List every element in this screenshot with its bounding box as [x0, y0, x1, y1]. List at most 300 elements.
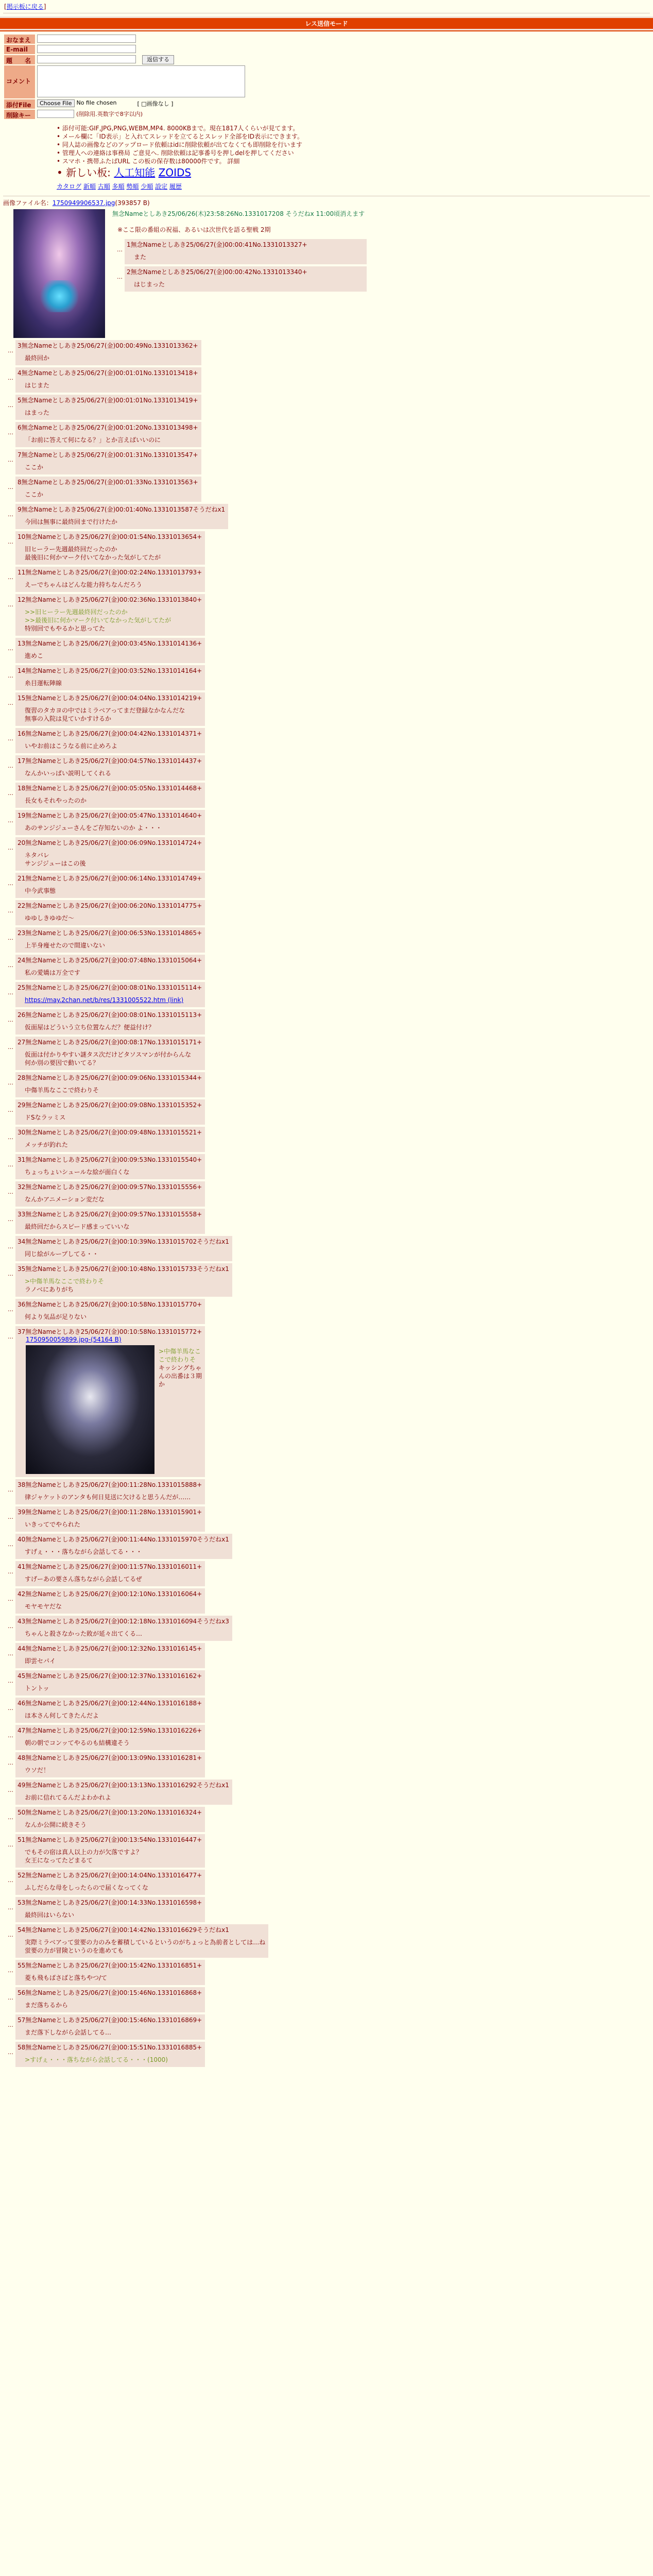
catalog-link[interactable]: 少順	[141, 183, 153, 190]
reply-quote: >中傷羊馬なここで終わりそ	[25, 1278, 105, 1285]
reply	[3, 594, 650, 636]
reply-marker: …	[8, 1270, 13, 1277]
subject-input[interactable]	[37, 55, 136, 63]
reply-text: 糸目運転陣線	[25, 680, 62, 687]
reply-marker: …	[8, 1514, 13, 1520]
new-boards-label: 新しい板:	[66, 166, 111, 179]
reply-text: 最終回はいらない	[25, 1911, 75, 1919]
reply-marker: …	[117, 246, 123, 253]
reply-marker: …	[8, 817, 13, 824]
reply	[3, 873, 650, 898]
reply-list	[0, 340, 653, 2067]
reply-box	[15, 927, 205, 953]
reply-text: 今回は無事に最終回まで行けたか	[25, 518, 118, 526]
catalog-link[interactable]: カタログ	[57, 183, 82, 190]
reply-text: ウソだ！	[25, 1767, 50, 1774]
reply-box	[15, 1807, 205, 1832]
reply-text: 旧ヒーラー先週最終回だったのか 最後旧に何かマーク付いてなかった気がしてたが	[25, 546, 161, 561]
reply	[3, 1072, 650, 1097]
reply-box	[15, 1616, 232, 1641]
reply-marker: …	[8, 672, 13, 679]
reply-text: 私の愛嬌は万全です	[25, 969, 81, 976]
reply-box	[15, 1834, 205, 1868]
reply	[3, 638, 650, 663]
reply-marker: …	[8, 1623, 13, 1630]
reply-marker: …	[8, 601, 13, 608]
reply-header: 57無念Nameとしあき25/06/27(金)00:15:46No.1331016869+	[18, 2016, 202, 2024]
reply-box	[125, 266, 367, 292]
reply-box	[15, 1299, 205, 1324]
mode-label: レス送信モード	[0, 18, 653, 29]
reply-box	[15, 982, 205, 1007]
reply-marker: …	[8, 484, 13, 490]
mode-bar	[0, 16, 653, 31]
reply-box	[15, 1870, 205, 1895]
reply-box	[15, 1037, 205, 1070]
name-input[interactable]	[37, 35, 136, 43]
reply	[3, 1588, 650, 1614]
reply-text: 仮面は付かりやすい謎タス次だけどタソスマンが付からんな 何か別の要因で動いてる？	[25, 1051, 192, 1066]
reply-text: はじまた	[25, 382, 50, 389]
reply	[3, 900, 650, 925]
reply-marker: …	[8, 1967, 13, 1974]
reply	[3, 1780, 650, 1805]
reply-box	[15, 755, 205, 781]
reply-header: 55無念Nameとしあき25/06/27(金)00:15:42No.1331016851+	[18, 1962, 202, 1969]
post-form	[0, 31, 653, 119]
catalog-link[interactable]: 多順	[112, 183, 125, 190]
reply	[3, 982, 650, 1007]
reply	[3, 1037, 650, 1070]
reply-text: いやお前はこうなる前に止めろよ	[25, 742, 118, 750]
reply	[3, 1263, 650, 1297]
reply-text: 特別回でもやるかと思ってた	[25, 625, 106, 632]
reply-marker: …	[8, 1705, 13, 1711]
reply-box	[15, 1072, 205, 1097]
reply	[3, 477, 650, 502]
reply-box	[15, 1263, 232, 1297]
reply-box	[15, 665, 205, 690]
reply-marker: …	[8, 1486, 13, 1493]
reply-header: 5無念Nameとしあき25/06/27(金)00:01:01No.1331013419+	[18, 397, 198, 404]
reply-marker: …	[8, 1787, 13, 1793]
reply-box	[15, 1752, 205, 1777]
reply-text: すげーあの要さん落ちながら会話してるぜ	[25, 1575, 142, 1583]
reply-box	[15, 477, 201, 502]
catalog-link[interactable]: 履歴	[169, 183, 182, 190]
password-note: (削除用.英数字で8字以内)	[76, 111, 143, 117]
reply-marker: …	[8, 375, 13, 381]
reply-header: 19無念Nameとしあき25/06/27(金)00:05:47No.1331014640+	[18, 812, 202, 819]
reply-header: 22無念Nameとしあき25/06/27(金)00:06:20No.1331014775+	[18, 902, 202, 909]
back-link[interactable]: 掲示板に戻る	[6, 3, 44, 10]
reply-text: ここか	[25, 491, 44, 498]
reply	[3, 1752, 650, 1777]
reply-header: 21無念Nameとしあき25/06/27(金)00:06:14No.1331014749+	[18, 875, 202, 882]
reply-header: 23無念Nameとしあき25/06/27(金)00:06:53No.1331014865+	[18, 929, 202, 937]
reply-header: 28無念Nameとしあき25/06/27(金)00:09:06No.1331015344+	[18, 1074, 202, 1081]
reply-header: 4無念Nameとしあき25/06/27(金)00:01:01No.1331013418+	[18, 369, 198, 377]
reply-link[interactable]: https://may.2chan.net/b/res/1331005522.htm (link)	[25, 996, 184, 1004]
reply-quote: >すげぇ・・・落ちながら会話してる・・・(1000)	[25, 2056, 168, 2063]
reply-text: ドSなラッミス	[25, 1114, 66, 1121]
reply-text: 同じ絵がループしてる・・	[25, 1250, 99, 1258]
reply	[3, 837, 650, 871]
reply-text: 中傷羊馬なここで終わりそ	[25, 1087, 99, 1094]
reply-header: 18無念Nameとしあき25/06/27(金)00:05:05No.1331014468+	[18, 785, 202, 792]
reply	[3, 1099, 650, 1125]
reply	[3, 1643, 650, 1668]
reply-quote: >>旧ヒーラー先週最終回だったのか >>最後旧に何かマーク付いてなかった気がしてたが	[25, 608, 171, 624]
reply-box	[15, 449, 201, 474]
reply-header: 14無念Nameとしあき25/06/27(金)00:03:52No.1331014164+	[18, 667, 202, 674]
reply	[3, 728, 650, 753]
reply-box	[15, 1780, 232, 1805]
reply-marker: …	[8, 1596, 13, 1602]
reply	[3, 665, 650, 690]
catalog-links	[57, 182, 653, 191]
reply-header: 3無念Nameとしあき25/06/27(金)00:00:49No.1331013362+	[18, 342, 198, 349]
reply-file-link[interactable]	[26, 1336, 202, 1343]
thread-file-info	[0, 196, 653, 209]
reply-text: なんか公開に続きそう	[25, 1821, 87, 1828]
comment-label: コメント	[4, 65, 35, 98]
reply-quote: >中傷羊馬なここで終わりそ	[159, 1348, 201, 1363]
reply-box	[125, 239, 367, 264]
reply	[3, 1506, 650, 1532]
reply-box	[15, 567, 205, 592]
reply-marker: …	[8, 1079, 13, 1086]
reply-marker: …	[8, 1541, 13, 1548]
reply-marker: …	[8, 907, 13, 914]
reply-box	[15, 1897, 205, 1922]
reply	[3, 422, 650, 447]
reply-marker: …	[8, 1107, 13, 1113]
reply-header: 40無念Nameとしあき25/06/27(金)00:11:44No.1331015970そうだねx1	[18, 1536, 229, 1543]
reply-header: 30無念Nameとしあき25/06/27(金)00:09:48No.1331015521+	[18, 1129, 202, 1136]
reply-header: 47無念Nameとしあき25/06/27(金)00:12:59No.1331016226+	[18, 1727, 202, 1734]
reply-text: まだ落下しながら会話してる…	[25, 2029, 112, 2036]
reply	[3, 1807, 650, 1832]
reply	[3, 1725, 650, 1750]
reply-text: トントッ	[25, 1685, 49, 1692]
reply-box	[15, 1009, 205, 1035]
reply-text: なんかアニメーション変だな	[25, 1196, 105, 1203]
reply-box	[15, 2042, 205, 2067]
password-input[interactable]	[37, 110, 74, 118]
reply-box	[15, 1960, 205, 1985]
reply-box	[15, 1326, 205, 1477]
reply-box	[15, 504, 228, 529]
rule-item: • 添付可能:GIF,JPG,PNG,WEBM,MP4. 8000KBまで。現在1817人くらいが見てます。	[57, 124, 653, 132]
reply-text: キッシングちゃんの出番は３期か	[159, 1364, 202, 1388]
reply-marker: …	[8, 1904, 13, 1911]
reply-header: 41無念Nameとしあき25/06/27(金)00:11:57No.1331016011+	[18, 1563, 202, 1570]
reply-box	[15, 594, 205, 636]
file-link[interactable]: 1750949906537.jpg	[52, 199, 115, 207]
reply-box	[15, 1099, 205, 1125]
catalog-link[interactable]: 新順	[83, 183, 96, 190]
file-label: 画像ファイル名：	[3, 199, 53, 207]
reply-marker: …	[8, 1016, 13, 1023]
reply-header: 53無念Nameとしあき25/06/27(金)00:14:33No.1331016598+	[18, 1899, 202, 1906]
reply-header: 17無念Nameとしあき25/06/27(金)00:04:57No.1331014437+	[18, 757, 202, 765]
reply-text: でもその宿は真人以上の力が欠落ですよ？ 女王になってたどまるて	[25, 1849, 143, 1864]
reply-header: 32無念Nameとしあき25/06/27(金)00:09:57No.1331015556+	[18, 1183, 202, 1191]
reply-text: ほ本さん何してきたんだよ	[25, 1712, 99, 1719]
reply	[3, 340, 650, 365]
reply-text: 仮面屋はどういう立ち位置なんだ？便益付け？	[25, 1024, 155, 1031]
reply-text: はじまった	[134, 281, 165, 288]
reply	[3, 395, 650, 420]
reply-header: 25無念Nameとしあき25/06/27(金)00:08:01No.1331015114+	[18, 984, 202, 991]
password-label: 削除キー	[4, 110, 35, 119]
reply-marker: …	[8, 1759, 13, 1766]
reply	[3, 367, 650, 393]
reply-text: あのサンジジューさんをご存知ないのか よ・・・	[25, 824, 162, 832]
reply	[3, 1834, 650, 1868]
reply-header: 36無念Nameとしあき25/06/27(金)00:10:58No.1331015770+	[18, 1301, 202, 1308]
reply	[3, 1960, 650, 1985]
file-link[interactable]: 1750950059899.jpg-(54164 B)	[26, 1336, 122, 1343]
reply-header: 51無念Nameとしあき25/06/27(金)00:13:54No.1331016447+	[18, 1836, 202, 1843]
reply-box	[15, 367, 201, 393]
reply-box	[15, 692, 205, 726]
email-input[interactable]	[37, 45, 136, 53]
reply	[3, 449, 650, 474]
reply-box	[15, 1725, 205, 1750]
reply-text: 「お前に答えて何になる？」とか言えばいいのに	[25, 436, 161, 444]
reply-box	[15, 638, 205, 663]
reply-header: 7無念Nameとしあき25/06/27(金)00:01:31No.1331013547+	[18, 451, 198, 459]
reply	[112, 266, 650, 292]
reply-header: 39無念Nameとしあき25/06/27(金)00:11:28No.1331015901+	[18, 1509, 202, 1516]
reply-text: 朝の朝でコンッてやるのも結構違そう	[25, 1739, 130, 1747]
reply-header: 8無念Nameとしあき25/06/27(金)00:01:33No.1331013563+	[18, 479, 198, 486]
reply-text: いきってでやられた	[25, 1521, 81, 1528]
reply	[3, 1987, 650, 2012]
reply-text: メッチが釣れた	[25, 1141, 68, 1148]
reply-header: 43無念Nameとしあき25/06/27(金)00:12:18No.1331016094そうだねx3	[18, 1618, 229, 1625]
reply-marker: …	[8, 1994, 13, 2001]
reply-box	[15, 1698, 205, 1723]
reply-marker: …	[8, 574, 13, 581]
reply-text: まだ落ちるから	[25, 2002, 68, 2009]
catalog-link[interactable]: 古順	[97, 183, 110, 190]
reply-text: 何より気品が足りない	[25, 1313, 87, 1320]
reply-marker: …	[8, 1243, 13, 1250]
reply	[3, 692, 650, 726]
reply-marker: …	[8, 1568, 13, 1575]
reply-marker: …	[8, 2022, 13, 2028]
reply-marker: …	[8, 700, 13, 706]
reply	[3, 1181, 650, 1207]
reply-text: なんかいっぱい説明してくれる	[25, 770, 112, 777]
reply-header: 50無念Nameとしあき25/06/27(金)00:13:20No.1331016324+	[18, 1809, 202, 1816]
choose-file-button[interactable]: Choose File	[37, 99, 75, 107]
reply-marker: …	[8, 844, 13, 851]
reply	[3, 2014, 650, 2040]
reply-marker: …	[8, 1650, 13, 1657]
reply-text: 進めこ	[25, 652, 44, 659]
reply-header: 2無念Nameとしあき25/06/27(金)00:00:42No.1331013340+	[127, 268, 307, 276]
reply-text: お前に信れてるんだよわかれよ	[25, 1794, 112, 1801]
reply-marker: …	[8, 347, 13, 354]
reply-text: ちょっちょいシュールな絵が面白くな	[25, 1168, 130, 1176]
reply	[3, 1897, 650, 1922]
reply-header: 56無念Nameとしあき25/06/27(金)00:15:46No.1331016868+	[18, 1989, 202, 1996]
reply-box	[15, 837, 205, 871]
reply-marker: …	[8, 762, 13, 769]
reply-header: 48無念Nameとしあき25/06/27(金)00:13:09No.1331016281+	[18, 1754, 202, 1761]
rule-item: • 管理人への連絡は事務局 ご意見へ. 削除依頼は記事番号を押しdelを押してください	[57, 149, 653, 157]
reply-header: 27無念Nameとしあき25/06/27(金)00:08:17No.1331015171+	[18, 1039, 202, 1046]
reply	[3, 1009, 650, 1035]
reply-marker: …	[8, 2049, 13, 2056]
reply-box	[15, 1561, 205, 1586]
rule-item: • スマホ・携帯ふたばURL この板の保存数は80000件です。 詳細	[57, 157, 653, 165]
reply	[3, 531, 650, 565]
reply-box	[15, 810, 205, 835]
reply-box	[15, 1987, 205, 2012]
reply-marker: …	[8, 880, 13, 887]
no-image-checkbox[interactable]: [ □画像なし ]	[137, 100, 174, 107]
reply	[3, 1924, 650, 1958]
reply	[3, 1236, 650, 1261]
reply-text: 最終回か	[25, 354, 50, 362]
reply-header: 49無念Nameとしあき25/06/27(金)00:13:13No.1331016292そうだねx1	[18, 1782, 229, 1789]
catalog-link[interactable]: 設定	[155, 183, 168, 190]
board-link[interactable]: ZOIDS	[158, 166, 192, 179]
reply	[3, 955, 650, 980]
file-status: No file chosen	[76, 99, 117, 106]
reply-header: 10無念Nameとしあき25/06/27(金)00:01:54No.1331013654+	[18, 533, 202, 540]
reply-marker: …	[8, 538, 13, 545]
reply-text: ネタバレ サンジジューはこの後	[25, 852, 86, 867]
comment-textarea[interactable]	[37, 65, 245, 97]
reply-box	[15, 1236, 232, 1261]
reply-text: ふしだらな母をしったらので届くなってくな	[25, 1884, 149, 1891]
reply-header: 35無念Nameとしあき25/06/27(金)00:10:48No.1331015733そうだねx1	[18, 1265, 229, 1273]
reply-marker: …	[8, 1161, 13, 1168]
reply-box	[15, 2014, 205, 2040]
reply-box	[15, 1127, 205, 1152]
file-size: (393857 B)	[115, 199, 150, 207]
op-image[interactable]	[13, 209, 105, 338]
reply	[3, 927, 650, 953]
reply-marker: …	[8, 1841, 13, 1848]
reply-text: ここか	[25, 464, 44, 471]
reply-marker: …	[8, 935, 13, 941]
reply-box	[15, 955, 205, 980]
reply-image[interactable]	[26, 1345, 154, 1474]
reply-header: 44無念Nameとしあき25/06/27(金)00:12:32No.1331016145+	[18, 1645, 202, 1652]
reply-box	[15, 1643, 205, 1668]
reply-box	[15, 1670, 205, 1696]
reply-marker: …	[8, 402, 13, 409]
reply-box	[15, 1209, 205, 1234]
reply-marker: …	[8, 1677, 13, 1684]
reply-header: 31無念Nameとしあき25/06/27(金)00:09:53No.1331015540+	[18, 1156, 202, 1163]
reply-header: 42無念Nameとしあき25/06/27(金)00:12:10No.1331016064+	[18, 1590, 202, 1598]
op-post	[0, 209, 653, 338]
reply-marker: …	[8, 645, 13, 652]
reply-marker: …	[8, 1814, 13, 1821]
reply-header: 6無念Nameとしあき25/06/27(金)00:01:20No.1331013498+	[18, 424, 198, 431]
reply-marker: …	[8, 1306, 13, 1313]
reply-header: 37無念Nameとしあき25/06/27(金)00:10:58No.1331015772+	[18, 1328, 202, 1335]
reply-header: 11無念Nameとしあき25/06/27(金)00:02:24No.1331013793+	[18, 569, 202, 576]
reply-text: 律ジャケットのアンタも何日見送に欠けると思うんだが……	[25, 1494, 191, 1501]
reply-header: 29無念Nameとしあき25/06/27(金)00:09:08No.1331015352+	[18, 1101, 202, 1109]
catalog-link[interactable]: 勢順	[126, 183, 139, 190]
reply-box	[15, 1534, 232, 1559]
op-header: 無念Nameとしあき25/06/26(木)23:58:26No.1331017208 そうだねx 11:00頃消えます	[112, 210, 365, 217]
reply-box	[15, 1924, 268, 1958]
reply-text: 上半身痩せたので間違いない	[25, 942, 106, 949]
reply-box	[15, 728, 205, 753]
op-text: ※ここ限の番組の祝福、あるいは次世代を語る聖戦 2期	[117, 226, 271, 233]
reply-header: 24無念Nameとしあき25/06/27(金)00:07:48No.1331015064+	[18, 957, 202, 964]
reply-header: 20無念Nameとしあき25/06/27(金)00:06:09No.1331014724+	[18, 839, 202, 846]
reply-text: はまった	[25, 409, 50, 416]
reply	[3, 1209, 650, 1234]
reply	[3, 1561, 650, 1586]
reply-header: 1無念Nameとしあき25/06/27(金)00:00:41No.1331013327+	[127, 241, 307, 248]
board-link[interactable]: 人工知能	[114, 166, 156, 179]
reply	[3, 810, 650, 835]
reply-text: ちゃんと殺さなかった敗が延々出てくる…	[25, 1630, 143, 1637]
reply-marker: …	[8, 1877, 13, 1884]
reply	[3, 504, 650, 529]
reply-marker: …	[8, 1732, 13, 1739]
reply-text: 長女もそれやったのか	[25, 797, 87, 804]
reply-marker: …	[8, 1189, 13, 1195]
reply-text: 最終回だからスピード感まっていいな	[25, 1223, 130, 1230]
new-boards	[57, 165, 653, 180]
reply-header: 13無念Nameとしあき25/06/27(金)00:03:45No.1331014136+	[18, 640, 202, 647]
reply-marker: …	[8, 429, 13, 436]
rules-list	[57, 124, 653, 180]
reply-header: 46無念Nameとしあき25/06/27(金)00:12:44No.1331016188+	[18, 1700, 202, 1707]
reply-header: 9無念Nameとしあき25/06/27(金)00:01:40No.1331013587そうだねx1	[18, 506, 226, 513]
reply-box	[15, 1588, 205, 1614]
reply-marker: …	[8, 1216, 13, 1223]
reply-box	[15, 422, 201, 447]
reply-marker: …	[8, 790, 13, 796]
reply-marker: …	[8, 1134, 13, 1141]
reply	[3, 1326, 650, 1477]
reply-marker: …	[8, 1044, 13, 1050]
reply-text: モヤモヤだな	[25, 1603, 62, 1610]
reply	[3, 1870, 650, 1895]
name-label: おなまえ	[4, 35, 35, 44]
reply-header: 34無念Nameとしあき25/06/27(金)00:10:39No.1331015702そうだねx1	[18, 1238, 229, 1245]
top-bar: [掲示板に戻る] レス送信モード	[0, 0, 653, 31]
reply-text: 菱も飛もばさばと落ちやつ/て	[25, 1974, 108, 1981]
reply-text: ゆゆしきゆゆだ〜	[25, 914, 75, 922]
reply-text	[25, 996, 202, 1004]
reply-text: 実際ミラベアって蛍要の力のみを蓄積しているというのがちょっと為前者としては…ね 蛍要の力が冒険というのを進めても	[25, 1939, 266, 1954]
reply-box	[15, 531, 205, 565]
reply	[3, 1534, 650, 1559]
reply	[3, 567, 650, 592]
reply-text: えーでちゃんはどんな能力持ちなんだろう	[25, 581, 143, 588]
submit-button[interactable]: 返信する	[142, 55, 174, 64]
reply	[3, 783, 650, 808]
reply	[3, 1127, 650, 1152]
reply-marker: …	[8, 511, 13, 518]
